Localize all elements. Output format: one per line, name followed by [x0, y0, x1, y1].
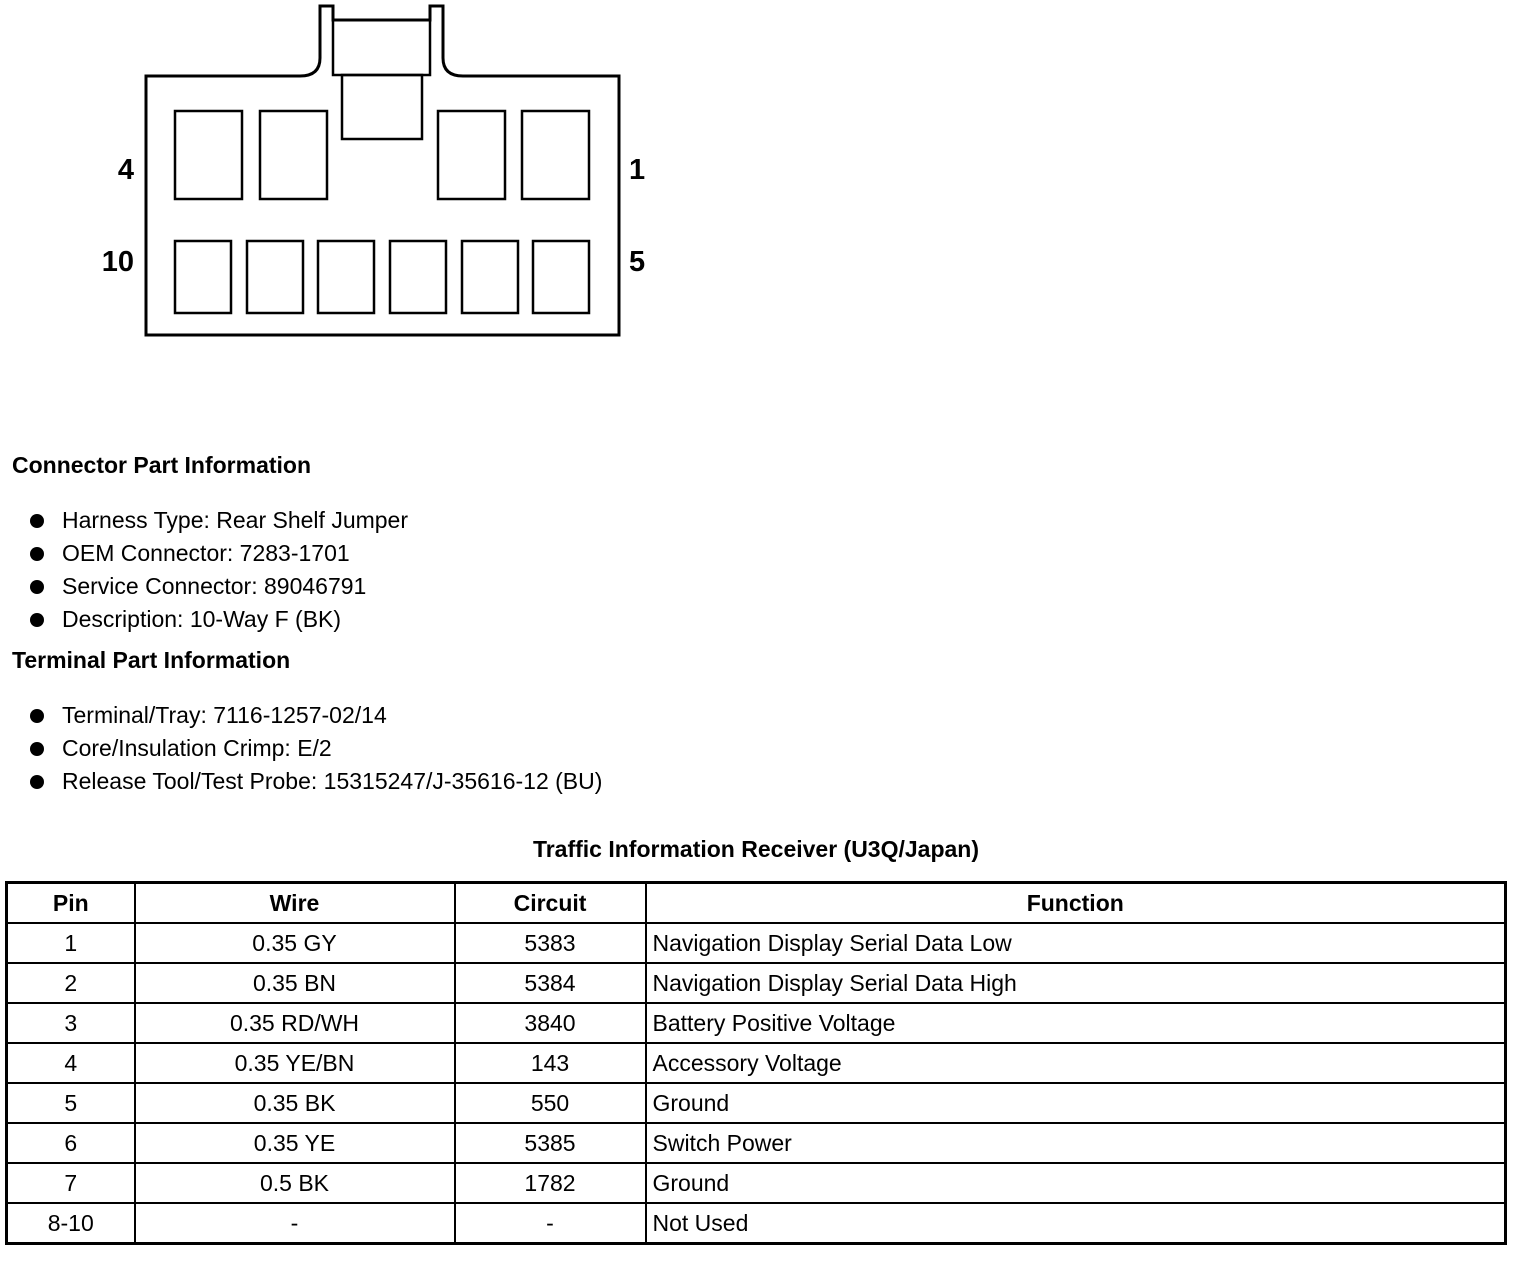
function-cell: Ground	[646, 1083, 1506, 1123]
wire-cell: 0.35 YE	[135, 1123, 455, 1163]
cavity-5	[533, 241, 589, 313]
function-cell: Switch Power	[646, 1123, 1506, 1163]
cavity-6	[462, 241, 518, 313]
function-cell: Not Used	[646, 1203, 1506, 1244]
column-header-circuit: Circuit	[455, 883, 646, 924]
wire-cell: 0.35 RD/WH	[135, 1003, 455, 1043]
pin-cell: 4	[7, 1043, 135, 1083]
list-item-text: OEM Connector: 7283-1701	[62, 540, 350, 566]
pin-label-bottom-right: 5	[629, 246, 646, 278]
circuit-cell: -	[455, 1203, 646, 1244]
table-row	[7, 1203, 1506, 1244]
wire-cell: 0.5 BK	[135, 1163, 455, 1203]
table-row	[7, 1163, 1506, 1203]
function-cell: Navigation Display Serial Data Low	[646, 923, 1506, 963]
terminal-info-heading: Terminal Part Information	[12, 647, 291, 673]
wire-cell: 0.35 YE/BN	[135, 1043, 455, 1083]
circuit-cell: 550	[455, 1083, 646, 1123]
cavity-10	[175, 241, 231, 313]
list-item	[28, 504, 408, 537]
column-header-pin: Pin	[7, 883, 135, 924]
list-item-text: Release Tool/Test Probe: 15315247/J-35616-12 (BU)	[62, 768, 603, 794]
pin-label-bottom-left: 10	[101, 246, 134, 278]
table-row	[7, 923, 1506, 963]
table-title: Traffic Information Receiver (U3Q/Japan)	[532, 836, 980, 862]
circuit-cell: 5383	[455, 923, 646, 963]
list-item-text: Harness Type: Rear Shelf Jumper	[62, 507, 409, 533]
pin-cell: 2	[7, 963, 135, 1003]
circuit-cell: 1782	[455, 1163, 646, 1203]
list-item-text: Core/Insulation Crimp: E/2	[62, 735, 332, 761]
list-item	[28, 603, 408, 636]
column-header-wire: Wire	[135, 883, 455, 924]
function-cell: Accessory Voltage	[646, 1043, 1506, 1083]
circuit-cell: 143	[455, 1043, 646, 1083]
pin-cell: 3	[7, 1003, 135, 1043]
connector-latch-tab	[342, 75, 422, 139]
wire-cell: -	[135, 1203, 455, 1244]
cavity-4	[175, 111, 242, 199]
connector-info-heading: Connector Part Information	[12, 452, 312, 478]
pin-label-top-right: 1	[629, 154, 646, 186]
bullet-icon	[30, 709, 44, 723]
bullet-icon	[30, 547, 44, 561]
bullet-icon	[30, 742, 44, 756]
bullet-icon	[30, 580, 44, 594]
circuit-cell: 5385	[455, 1123, 646, 1163]
table-row	[7, 1083, 1506, 1123]
cavity-3	[260, 111, 327, 199]
circuit-cell: 3840	[455, 1003, 646, 1043]
wire-cell: 0.35 GY	[135, 923, 455, 963]
table-row	[7, 963, 1506, 1003]
wire-cell: 0.35 BK	[135, 1083, 455, 1123]
table-row	[7, 1003, 1506, 1043]
cavity-7	[390, 241, 446, 313]
pin-label-top-left: 4	[117, 154, 134, 186]
function-cell: Navigation Display Serial Data High	[646, 963, 1506, 1003]
bullet-icon	[30, 613, 44, 627]
cavity-9	[247, 241, 303, 313]
list-item-text: Description: 10-Way F (BK)	[62, 606, 342, 632]
terminal-info-list	[28, 699, 602, 798]
list-item-text: Service Connector: 89046791	[62, 573, 367, 599]
cavity-8	[318, 241, 374, 313]
pin-cell: 5	[7, 1083, 135, 1123]
pin-cell: 1	[7, 923, 135, 963]
bullet-icon	[30, 775, 44, 789]
connector-latch	[333, 20, 430, 75]
cavity-1	[522, 111, 589, 199]
table-header-row	[7, 883, 1506, 924]
bullet-icon	[30, 514, 44, 528]
connector-info-list	[28, 504, 408, 636]
connector-face-diagram	[0, 0, 700, 360]
circuit-cell: 5384	[455, 963, 646, 1003]
table-row	[7, 1043, 1506, 1083]
list-item	[28, 765, 602, 798]
function-cell: Ground	[646, 1163, 1506, 1203]
table-row	[7, 1123, 1506, 1163]
list-item	[28, 699, 602, 732]
pin-cell: 6	[7, 1123, 135, 1163]
list-item	[28, 732, 602, 765]
function-cell: Battery Positive Voltage	[646, 1003, 1506, 1043]
pinout-table	[5, 881, 1507, 1245]
connector-body-outline	[146, 6, 619, 335]
pin-cell: 7	[7, 1163, 135, 1203]
list-item	[28, 570, 408, 603]
pin-cell: 8-10	[7, 1203, 135, 1244]
cavity-2	[438, 111, 505, 199]
wire-cell: 0.35 BN	[135, 963, 455, 1003]
list-item-text: Terminal/Tray: 7116-1257-02/14	[62, 702, 387, 728]
column-header-function: Function	[646, 883, 1506, 924]
list-item	[28, 537, 408, 570]
